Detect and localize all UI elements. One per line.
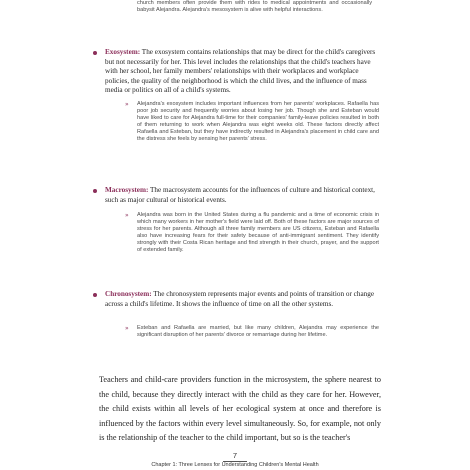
chronosystem-example bbox=[125, 325, 379, 339]
macrosystem-example bbox=[125, 212, 379, 255]
double-chevron-right-icon: » bbox=[125, 101, 129, 108]
double-chevron-right-icon: » bbox=[125, 325, 129, 332]
chronosystem-example-text: Esteban and Rafaella are married, but like many children, Alejandra may experience the significant disruption of her parents' divorce or remarriage during her lifetime. bbox=[137, 325, 379, 339]
macrosystem-term: Macrosystem: bbox=[105, 186, 149, 194]
exosystem-bullet bbox=[105, 48, 381, 96]
chronosystem-bullet bbox=[105, 290, 381, 309]
bullet-dot-icon bbox=[93, 293, 97, 297]
exosystem-term: Exosystem: bbox=[105, 48, 141, 56]
macrosystem-example-text: Alejandra was born in the United States during a flu pandemic and a time of economic crisis in which many workers in her mother's field were laid off. Both of these factors are major sources of stress for her parents. Although all three family members are US citizens, Esteban and Rafaella also have increasing fears for their safety because of anti-immigrant sentiment. They identify strongly with their Costa Rican heritage and find strength in their church, prayer, and the support of extended family. bbox=[137, 212, 379, 254]
exosystem-text: The exosystem contains relationships that may be direct for the child's caregivers but not necessarily for her. This level includes the relationships that the child's teachers have with her school, her family members' relationships with their workplaces and workplace policies, the quality of the neighborhood is which the child lives, and the influence of mass media or politics on all of a child's systems. bbox=[105, 48, 376, 95]
bullet-dot-icon bbox=[93, 51, 97, 55]
chapter-footer: Chapter 1: Three Lenses for Understanding Children's Mental Health bbox=[151, 462, 319, 468]
exosystem-example-text: Alejandra's exosystem includes important influences from her parents' workplaces. Rafaella has poor job security and frequently worries about losing her job. Though she and Esteban would have liked to care for Alejandra full-time for their companies' family-leave policies resulted in both of them returning to work when Alejandra was eight weeks old. These factors directly affect Rafaella and Esteban, but they have indirectly resulted in Alejandra's placement in child care and the distress she feels by sensing her parents' stress. bbox=[137, 101, 379, 143]
macrosystem-bullet bbox=[105, 186, 381, 205]
double-chevron-right-icon: » bbox=[125, 212, 129, 219]
mesosystem-example-continued: church members often provide them with rides to medical appointments and occasionally babysit Alejandra. Alejandra's mesosystem is alive with helpful interactions. bbox=[137, 0, 372, 14]
chronosystem-term: Chronosystem: bbox=[105, 290, 152, 298]
exosystem-example bbox=[125, 101, 379, 144]
page-number: 7 bbox=[232, 451, 238, 460]
body-paragraph: Teachers and child-care providers function in the microsystem, the sphere nearest to the child, because they directly interact with the child as they care for her. However, the child exists within all levels of her ecological system at once and therefore is influenced by the factors within every level simultaneously. So, for example, not only is the relationship of the teacher to the child important, but so is the teacher's bbox=[99, 375, 381, 443]
chronosystem-text: The chronosystem represents major events and points of transition or change across a child's lifetime. It shows the influence of time on all the other systems. bbox=[105, 290, 375, 308]
macrosystem-text: The macrosystem accounts for the influences of culture and historical context, such as major cultural or historical events. bbox=[105, 186, 375, 204]
bullet-dot-icon bbox=[93, 189, 97, 193]
